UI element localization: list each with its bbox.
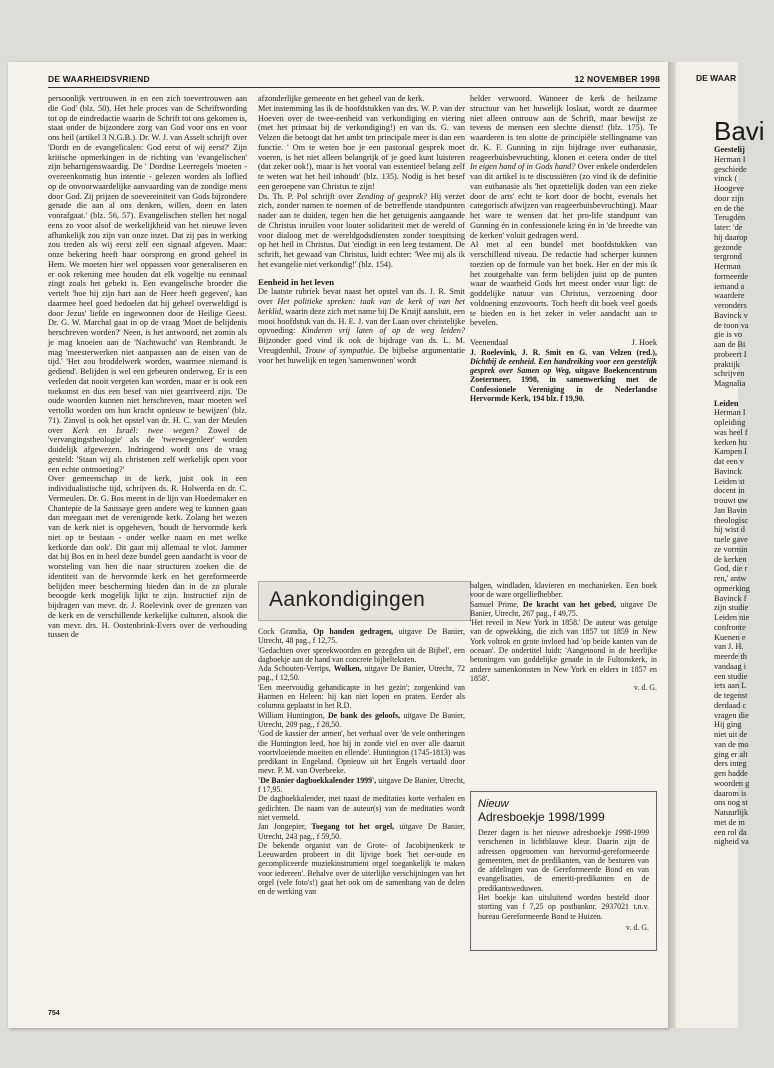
next-page-line: vragen die [714, 710, 749, 720]
next-page-line: gezonde [714, 242, 742, 252]
next-page-line: Geestelij [714, 145, 745, 154]
next-page-line: docent in [714, 486, 745, 496]
announcement-item: Ada Schouten-Verrips, Wolken, uitgave De Banier, Utrecht, 72 pag., f 12,50. [258, 664, 465, 683]
page-right [676, 62, 765, 1028]
next-page-line: waardere [714, 291, 745, 301]
next-page-line: niet uit de [714, 730, 748, 739]
magazine-name: DE WAARHEIDSVRIEND [48, 74, 150, 84]
announcement-desc: De bekende organist van de Grote- of Jacobijnenkerk te Leeuwarden probeert in dit lijvige boek 'het oer-oude en gecompliceerde muziekinstrument orgel toegankelijk te maken voor iedereen'. Behalve over de uiterlijke verschijningen van het orgel (vele foto's!) gaat het ook om de samenhang van de delen en de werking van [258, 840, 465, 897]
next-page-line: vandaag i [714, 661, 747, 671]
announcements-column-2 [258, 627, 465, 1017]
column-3 [470, 94, 657, 564]
next-page-line: Leiden st [714, 476, 745, 486]
next-page-line: tergrond [714, 252, 742, 262]
next-page-line: Kampen I [714, 447, 747, 457]
next-page-line: hij daarop [714, 232, 748, 242]
next-page-line: was heel f [714, 427, 748, 437]
header-rule [48, 87, 660, 88]
announcement-desc: 'Een meervoudig gehandicapte in het gezin'; zorgenkind van Harmen en Heleen: hij kan niet lopen en praten. Eerder als columns geplaatst in het R.D. [258, 682, 465, 711]
next-page-line: aan de Bi [714, 340, 746, 349]
page-gutter [668, 62, 676, 1028]
next-page-line: en de the [714, 203, 744, 213]
column-2 [258, 94, 465, 574]
column-1 [48, 94, 247, 1004]
next-page-line: formeerde [714, 271, 749, 281]
col2-paragraph-4: De laatste rubriek bevat naast het opstel van ds. J. R. Smit over Het politieke spreken: taak van de kerk of van het kerklid, waarin deze zich met name bij De Kruijf aansluit, een mooi hoofdstuk van ds. H. E. J. van der Laan over christelijke opvoeding: Kinderen vrij laten of op de weg leiden? Bijzonder goed vind ik ook de bijdrage van ds. L. M. Vreugdenhil, Trouw of sympathie. De bijbelse argumentatie voor het huwelijk en tegen 'samenwonen' wordt [258, 287, 466, 365]
nieuw-box [470, 791, 657, 951]
next-page-line: theologisc [714, 515, 749, 525]
announcement-desc: De dagboekkalender, met naast de meditaties korte verhalen en gedichten. De naam van de auteur(s) van de meditaties wordt niet vermeld. [258, 794, 465, 822]
next-page-line: de tegenst [714, 691, 748, 700]
next-page-line [714, 389, 774, 399]
page-number: 754 [48, 1010, 60, 1017]
nieuw-label: Nieuw [478, 798, 509, 810]
col3-paragraph-2: Al met al een bundel met hoofdstukken van verschillend niveau. De redactie had scherper kunnen toezien op de formule van het boek. Her en der mis ik het zoutgehalte van ferm belijden juist op de punten waar de waarheid Gods het meest onder vuur ligt: de goddelijke natuur van Christus, verzoening door voldoening enzovoorts. Toch heeft dit boek veel goeds te bieden en is het zeker in veler aandacht aan te bevelen. [470, 240, 657, 328]
nieuw-paragraph-1: Dezer dagen is het nieuwe adresboekje 1998-1999 verschenen in lichtblauwe kleur. Daarin zijn de adressen opgenomen van hervormd-gereformeerde gemeenten, met de predikanten, van de besturen van de afdelingen van de Gereformeerde Bond en van evangelisaties, de emeriti-predikanten en de predikantsweduwen. [478, 828, 649, 893]
next-page-line: daarom is [714, 788, 747, 798]
next-page-line: Leiden [714, 398, 739, 408]
next-page-line: tuele gave [714, 535, 748, 544]
col1-title-ref: Kerk en Israël: twee wegen? [72, 425, 199, 435]
next-page-line: Leiden nie [714, 613, 750, 622]
next-page-line: Terugden [714, 213, 746, 223]
section-heading: Eenheid in het leven [258, 276, 335, 287]
next-page-line: iemand a [714, 281, 745, 291]
next-page-line: ons nog st [714, 798, 748, 808]
announcements-heading: Aankondigingen [269, 588, 426, 611]
next-page-line: confronte [714, 622, 746, 632]
col1-paragraph-1: persoonlijk vertrouwen in en een zich toevertrouwen aan die God' (blz. 50). Het hele proces van de Schriftwording tot op de eindredactie waarin de Schrift tot ons gekomen is, staat onder de bijzondere zorg van God voor ons en voor ons heil (artikel 3 N.G.B.). Dr. W. J. van Asselt schrijft over 'Dordt en de evangelicalen: God eerst of wij eerst?' Zijn kritische opmerkingen in de richting van 'evangelischen' zijn behartigenswaardig. De ' Dordtse Leerregels 'moeten - overeenkomstig hun intentie - gelezen worden als loflied op de onvoorwaardelijke aanvaarding van de zondige mens door God. Zij prijzen de soevereiniteit van Gods bijzondere genade die aan al ons denken, willen, doen en laten voorafgaat.' (blz. 56, 57). Evangelischen stellen het nogal eens zo voor alsof de werkelijkheid van het nieuwe leven afhankelijk zou zijn van onze inzet. Dat zij pas in werking zou treden als wij eerst zelf een signaal afgeven. Maar: onze bekering heeft haar oorsprong en grond geheel in Hem. We moeten hier wel oppassen voor generaliseren en er ook rekening mee houden dat elk vogeltje nu eenmaal zingt zoals het gebekt is. Een evangelische broeder die vertelt 'hoe hij zijn hart aan de Heer heeft gegeven', kan daarmee heel goed bedoelen dat hij geheel overweldigd is door Jezus' liefde en ingewonnen door de Heilige Geest. Dr. G. W. Marchal gaat in op de vraag 'Moet de belijdenis herschreven worden?' Neen, is het antwoord, net zomin als je mag knoeien aan de 'Nachtwacht' van Rembrandt. Je mag 'meesterwerken niet aanpassen aan de eisen van de tijd.' 'Het zou broddelwerk worden, waarmee niemand is gediend'. Belijden is wel een gebeuren onderweg. Er is een verleden dat nooit vergeten kan worden, maar er is ook een toekomst en dus een besef van niet gearriveerd zijn. 'De oude woorden kunnen niet herschreven, maar moeten wel vertolkt worden om hun kracht opnieuw te bewijzen' (blz. 71). Zinvol is ook het opstel van dr. H. C. van der Meulen over Kerk en Israël: twee wegen? Zowel de 'vervangingstheologie' als de 'tweewegenleer' worden duidelijk afgewezen. Indringend wordt ons de vraag gesteld: 'Staan wij als christenen zelf werkelijk open voor een echte ontmoeting?' [48, 94, 247, 474]
next-page-line: kerken hu [714, 437, 747, 447]
next-page-line: opmerking [714, 583, 750, 593]
next-page-line: God, die r [714, 564, 748, 574]
next-page-line: Bavinck v [714, 310, 748, 320]
book-details: J. Roelevink, J. R. Smit en G. van Velzen (red.), Dichtbij de eenheid. Een handreiking voor een geestelijk gesprek over Samen op Weg, uitgave Boekencentrum Zoetermeer, 1998, in samenwerking met de Confessionele Vereniging in de Nederlandse Hervormde Kerk, 194 blz. f 19,90. [470, 347, 657, 403]
next-page-line: van de mo [714, 739, 749, 749]
next-page-line: dat een v [714, 457, 744, 466]
announcement-continuation: balgen, windladen, klavieren en mechanieken. Een boek voor de ware orgelliefhebber. [470, 581, 657, 600]
next-page-line: derdaad c [714, 700, 747, 710]
next-page-line: veronders [714, 301, 747, 310]
col1-paragraph-2: Over gemeenschap in de kerk, juist ook in een individualistische tijd, schrijven ds. R. Holwerda en dr. C. Vermeulen. Dr. G. Bos meent in de lijn van Hoedemaker en Chantepie de la Saussaye geen andere weg te kunnen gaan dan meegaan met de verenigende kerk. Zolang het wezen van de kerk niet is opgeheven, 'houdt de hervormde kerk niet op te bestaan - onder welke naam en met welke kerkorde dan ook'. Dit gaat mij allemaal te vlot. Jammer dat bij Bos en in heel deze bundel geen aandacht is voor de worsteling van hen die naar structuren zoeken die de identiteit van de hervormde kerk en het gereformeerde belijden meer bescherming bieden dan in de zo plurale beoogde kerk mogelijk lijkt te zijn. Instructief zijn de bijdragen van mevr. dr. J. Roelevink over de grenzen van de kerk en de verschillende kerkelijke culturen, alsook die van mevr. drs. H. Oostenbrink-Evers over de verhouding tussen de [48, 474, 247, 640]
announcement-desc: 'Gedachten over spreekwoorden en gezegden uit de Bijbel', een dagboekje aan de hand van concrete bijbelteksten. [258, 645, 465, 664]
next-page-line: een studie [714, 671, 748, 681]
nieuw-paragraph-2: Het boekje kan uitsluitend worden besteld door storting van f 7,25 op postbanknr. 2937021 t.n.v. bureau Gereformeerde Bond te Huizen. [478, 893, 649, 921]
next-page-line: een rol da [714, 827, 747, 837]
signature-author: J. Hoek [631, 338, 657, 347]
announcement-initials: v. d. G. [634, 683, 657, 693]
next-page-title: Bavi [714, 116, 765, 146]
next-page-line: door zijn [714, 193, 744, 203]
next-page-line: ders integ [714, 759, 747, 769]
next-page-line: hij wist d [714, 525, 745, 535]
next-page-line: praktijk [714, 359, 740, 369]
next-page-line: zijn studie [714, 603, 749, 613]
announcement-item: Samuel Prime, De kracht van het gebed, uitgave De Banier, Utrecht, 267 pag., f 49,75. [470, 599, 657, 618]
next-page-line: de kerken [714, 554, 747, 564]
next-page-line: ze vormin [714, 544, 748, 554]
next-page-line: Bavinck [714, 466, 742, 476]
next-page-header: DE WAAR [696, 73, 737, 83]
next-page-line: trouwt uw [714, 496, 748, 505]
next-page-line: Kuenen e [714, 632, 746, 642]
next-page-line: ging er alt [714, 749, 748, 759]
col2-paragraph-1: afzonderlijke gemeente en het geheel van de kerk. [258, 94, 425, 103]
announcement-item: 'De Banier dagboekkalender 1999', uitgave De Banier, Utrecht, f 17,95. [258, 775, 466, 795]
next-page-line: van J. H. [714, 642, 744, 652]
next-page-line: opleiding [714, 418, 746, 427]
signature-place: Veenendaal [470, 338, 509, 347]
announcement-item: William Huntington, De bank des geloofs, uitgave De Banier, Utrecht, 209 pag., f 28,50. [258, 710, 465, 729]
next-page-line: probeert I [714, 349, 747, 359]
announcements-column-3 [470, 581, 657, 781]
next-page-line: later: 'de [714, 223, 743, 232]
next-page-line: meerde th [714, 652, 747, 661]
next-page-line: Jan Bavin [714, 505, 747, 515]
next-page-line: iets aan L [714, 681, 747, 691]
announcement-desc: 'Het reveil in New York in 1858.' De auteur was getuige van de opwekking, die zich van 1857 tot 1859 in New York voltrok en grote invloed had 'op beide kanten van de oceaan'. De ondertitel luidt: 'Aangetoond in de heerlijke betoningen van goddelijke genade in de Fultonskerk, in andere samenkomsten in New York en elders in 1857 en 1858'. [470, 618, 657, 683]
next-page-line: geschiede [714, 164, 747, 174]
next-page-line: Herman [714, 262, 741, 271]
next-page-line: met de m [714, 817, 745, 827]
next-page-line: Herman I [714, 154, 746, 164]
issue-date: 12 NOVEMBER 1998 [574, 74, 660, 84]
next-page-line: de toon va [714, 320, 749, 330]
announcement-item: Cock Grandia, Op handen gedragen, uitgave De Banier, Utrecht, 48 pag., f 12,75. [258, 627, 465, 646]
next-page-line: Hoogeve [714, 184, 744, 193]
nieuw-title: Adresboekje 1998/1999 [478, 810, 605, 824]
next-page-line: ren,' antw [714, 574, 747, 583]
next-page-line: gen hadde [714, 769, 748, 778]
announcement-item: Jan Jongepier, Toegang tot het orgel, uitgave De Banier, Utrecht, 243 pag., f 59,50. [258, 822, 465, 841]
next-page-line: nigheid va [714, 837, 749, 847]
next-page-line: Natuurlijk [714, 808, 749, 817]
announcements-banner [258, 581, 471, 621]
col3-paragraph-1: helder verwoord. Wanneer de kerk de heilzame structuur van het huwelijk loslaat, wordt ze daarmee niet alleen ontrouw aan de Schrift, maar bewijst ze tevens de mensen een slechte dienst! (blz. 175). Te waarderen is ten slotte de principiële stellingname van dr. K. F. Gunning in zijn bijdrage over euthanasie, reageerbuisbevruchting, klonen et cetera onder de titel In eigen hand of in Gods hand? Over enkele onderdelen van dit artikel is te discussiëren (zo vind ik de definitie van euthanasie als 'het opzettelijk doden van een zieke door de arts' echt te kort door de bocht, evenals het categorisch afwijzen van reageerbuisbevruchting). Maar het ware te wensen dat het pro-life standpunt van Gunning én in confessionele kring én in 'de breedte van de kerken' voluit gedragen werd. [470, 94, 657, 240]
next-page-line: gie is vo [714, 330, 743, 340]
next-page-line: Herman I [714, 408, 746, 418]
col2-paragraph-2: Met instemming las ik de hoofdstukken van drs. W. P. van der Hoeven over de twee-eenheid van verkondiging en viering (met het primaat bij de verkondiging!) en van ds. G. van Velzen die betoogt dat het ambt ten principale meer is dan een functie. ' Om te weten hoe je een pastoraal gesprek moet voeren, is het niet alleen belangrijk of je goed kunt luisteren (dat zeker ook!), maar is het vooral van essentieel belang zelf te weten wat het heil inhoudt' (blz. 135). Nodig is het besef een geroepene van Christus te zijn! [258, 103, 465, 191]
next-page-line: Hij ging [714, 720, 742, 730]
next-page-line: woorden g [714, 778, 750, 788]
next-page-column [714, 145, 774, 847]
next-page-line: Magnalia [714, 379, 746, 388]
next-page-line: Bavinck f [714, 593, 747, 603]
col2-paragraph-3: Ds. Th. P. Pol schrijft over Zending of gesprek? Hij verzet zich, zonder namen te noemen of de betreffende standpunten nader aan te duiden, tegen hen die het getuigenis aangaande de Christus inruilen voor louter solidariteit met de wereld of voor dialoog met de wereldgodsdiensten zonder toespitsing op het heil in Christus. Dat 'eindigt in een leeg testament. De schrift, het gewaad van Christus, luidt echter: 'Wee mij als ik het evangelie niet verkondig!' (blz. 154). [258, 191, 465, 269]
next-page-line: schrijven [714, 369, 745, 379]
announcement-desc: 'God de kassier der armen', het verhaal over 'de vele ontheringen die Huntington leed, hoe hij in zonde viel en over alle daaruit voortvloeiende moeiten en ellende'. Huntington (1745-1813) was predikant in Engeland. Opnieuw uit het Engels vertaald door mevr. P. M. van Overbeeke. [258, 729, 465, 776]
nieuw-initials: v. d. G. [626, 922, 649, 932]
next-page-line: vinck ( [714, 174, 738, 184]
signature-line [470, 338, 657, 348]
